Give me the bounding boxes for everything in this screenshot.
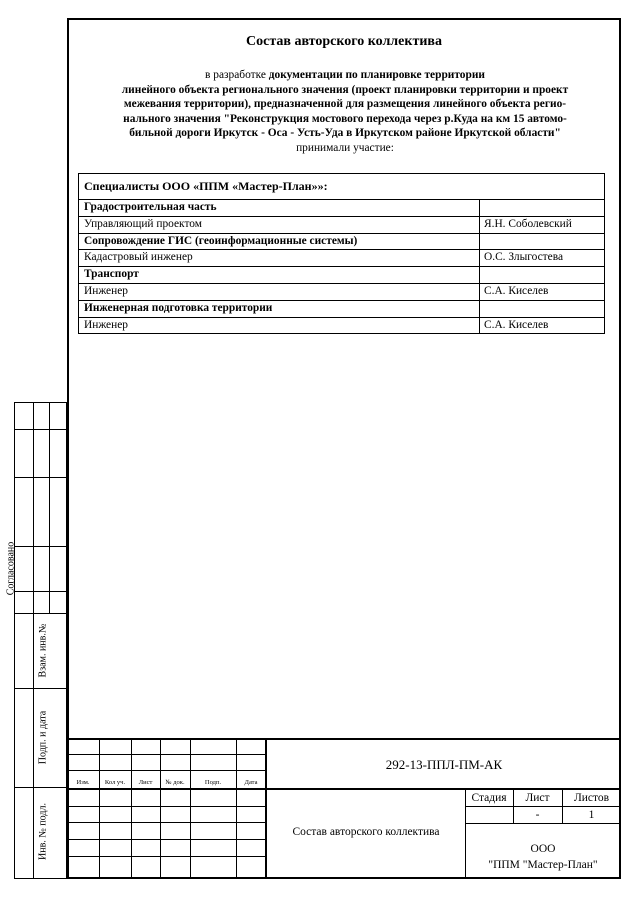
agreed-label: Согласовано: [5, 541, 17, 596]
row-label: Сопровождение ГИС (геоинформационные системы): [84, 234, 358, 247]
row-name: [479, 234, 604, 250]
row-name: О.С. Злыгостева: [479, 250, 604, 266]
sign-date-label: Подп. и дата: [37, 710, 49, 765]
row-label: Градостроительная часть: [84, 201, 217, 213]
team-table: [78, 173, 605, 334]
side-strip-agreed: [14, 402, 67, 614]
sheet-value: -: [535, 809, 540, 821]
row-name: Я.Н. Соболевский: [479, 217, 604, 233]
row-name: [479, 301, 604, 317]
row-name: [479, 200, 604, 216]
inv-replace-label: Взам. инв.№: [37, 623, 49, 678]
col-label-list: Лист: [138, 779, 153, 786]
row-label: Инженер: [84, 318, 128, 331]
intro-line: бильной дороги Иркутск - Оса - Усть-Уда в Иркутском районе Иркутской области": [129, 127, 561, 139]
title-block: [67, 738, 621, 879]
col-label-doc: № док.: [165, 779, 185, 786]
org-line-1: ООО: [530, 843, 556, 855]
team-table-header: Специалисты ООО «ППМ «Мастер-План»»:: [79, 174, 604, 200]
row-label: Управляющий проектом: [84, 217, 202, 230]
intro-line: нального значения "Реконструкция мостового перехода через р.Куда на км 15 автомо-: [123, 112, 567, 125]
row-label: Кадастровый инженер: [84, 251, 193, 264]
intro-line: принимали участие:: [296, 141, 394, 154]
sheets-value: 1: [588, 809, 595, 821]
document-title: Состав авторского коллектива: [246, 34, 442, 49]
stage-label: Стадия: [471, 792, 507, 804]
document-code: 292-13-ППЛ-ПМ-АК: [385, 757, 503, 772]
intro-line: межевания территории), предназначенной для размещения линейного объекта регио-: [123, 98, 567, 110]
table-row: [79, 249, 604, 266]
intro-line: в разработке документации по планировке территории: [205, 69, 485, 81]
table-row: [79, 233, 604, 250]
col-label-date: Дата: [244, 779, 258, 786]
row-label: Инженер: [84, 284, 128, 297]
intro-line: линейного объекта регионального значения (проект планировки территории и проект: [121, 83, 569, 96]
row-name: С.А. Киселев: [479, 284, 604, 300]
table-row: [79, 300, 604, 317]
sheet-title: Состав авторского коллектива: [292, 826, 440, 838]
row-label: Транспорт: [84, 268, 139, 281]
sheets-label: Листов: [573, 792, 610, 804]
sheet-label: Лист: [525, 792, 550, 804]
row-name: С.А. Киселев: [479, 318, 604, 334]
inv-original-label: Инв. № подл.: [37, 803, 49, 860]
col-label-podp: Подп.: [204, 779, 222, 786]
table-row: [79, 200, 604, 216]
col-label-kol: Кол уч.: [104, 779, 126, 786]
row-label: Инженерная подготовка территории: [84, 301, 273, 314]
org-line-2: "ППМ "Мастер-План": [488, 859, 598, 871]
table-row: [79, 216, 604, 233]
table-row: [79, 317, 604, 334]
table-row: [79, 283, 604, 300]
col-label-izm: Изм.: [76, 779, 90, 786]
table-row: [79, 266, 604, 283]
intro-paragraph: [82, 68, 608, 155]
row-name: [479, 267, 604, 283]
